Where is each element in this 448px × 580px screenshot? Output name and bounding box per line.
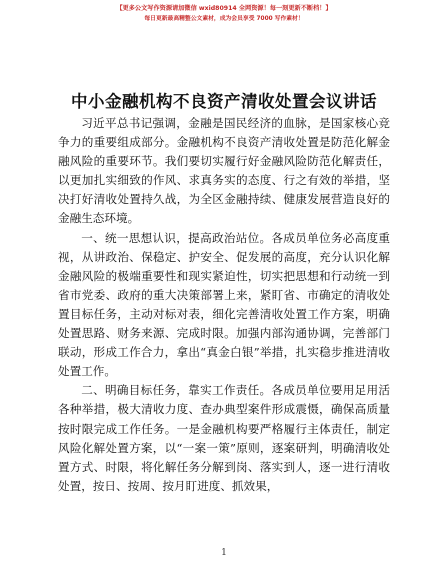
promo-banner-line-2: 每日更新最高精整公文素材，成为会员享受 7000 写作素材！ [144, 16, 304, 22]
paragraph-intro: 习近平总书记强调，金融是国民经济的血脉，是国家核心竞争力的重要组成部分。金融机构不良资产清收处置是防范化解金融风险的重要环节。我们要切实履行好金融风险防范化解责任，以更加扎实细致的作风、求真务实的态度、行之有效的举措，坚决打好清收处置持久战，为全区金融持续、健康发展营造良好的金融生态环境。 [58, 116, 390, 226]
paragraph-section-1: 一、统一思想认识，提高政治站位。各成员单位务必高度重视，从讲政治、保稳定、护安全、促发展的高度，充分认识化解金融风险的极端重要性和现实紧迫性，切实把思想和行动统一到省市党委、政府的重大决策部署上来，紧盯省、市确定的清收处置目标任务，主动对标对表，细化完善清收处置工作方案，明确处置思路、财务来源、完成时限。加强内部沟通协调，完善部门联动，形成工作合力，拿出“真金白银”举措，扎实稳步推进清收处置工作。 [58, 230, 390, 379]
document-body [58, 114, 390, 496]
paragraph-section-2: 二、明确目标任务，靠实工作责任。各成员单位要用足用活各种举措，极大清收力度、查办典型案件形成震慑，确保高质量按时限完成工作任务。一是金融机构要严格履行主体责任，制定风险化解处置方案，以“一案一策”原则，逐案研判，明确清收处置方式、时限，将化解任务分解到岗、落实到人，逐一进行清收处置，按日、按周、按月盯进度、抓效果， [58, 383, 390, 493]
document-title: 中小金融机构不良资产清收处置会议讲话 [71, 92, 377, 111]
promo-banner [0, 4, 448, 24]
promo-banner-line-1: 【更多公文写作资源请加微信 wxid80914 全网资源！每一刻更新不断档！】 [116, 5, 332, 12]
page-number: 1 [221, 548, 227, 558]
